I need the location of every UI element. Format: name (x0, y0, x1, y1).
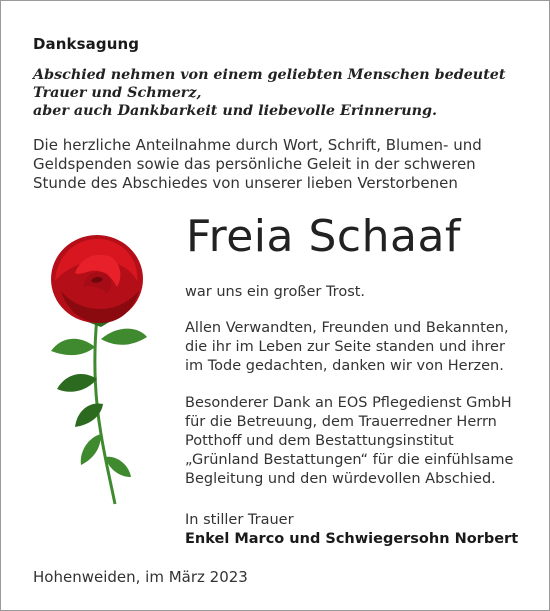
signers: Enkel Marco und Schwiegersohn Norbert (185, 531, 519, 547)
condolence-paragraph (33, 136, 533, 193)
trost-line: war uns ein großer Trost. (185, 284, 366, 300)
rose-leaf (51, 339, 95, 355)
special-thanks-line: Besonderer Dank an EOS Pflegedienst GmbH (185, 395, 512, 411)
deceased-name: Freia Schaaf (186, 211, 461, 262)
signature-block (185, 511, 530, 549)
special-thanks-line: für die Betreuung, dem Trauerredner Herrn (185, 414, 497, 430)
rose-leaf (81, 434, 101, 465)
place-date: Hohenweiden, im März 2023 (33, 568, 248, 586)
special-thanks-line: Begleitung und den würdevollen Abschied. (185, 471, 496, 487)
thanks-paragraph (185, 319, 530, 376)
thanks-line: Allen Verwandten, Freunden und Bekannten, (185, 320, 509, 336)
paragraph-line: Geldspenden sowie das persönliche Geleit in der schweren (33, 155, 476, 173)
special-thanks-paragraph (185, 394, 530, 489)
thanks-line: die ihr im Leben zur Seite standen und ihrer (185, 339, 505, 355)
paragraph-line: Stunde des Abschiedes von unserer lieben Verstorbenen (33, 174, 458, 192)
intro-line: aber auch Dankbarkeit und liebevolle Erinnerung. (33, 103, 438, 119)
mourning-label: In stiller Trauer (185, 512, 294, 528)
intro-line: Trauer und Schmerz, (33, 85, 202, 101)
rose-image (31, 229, 176, 507)
special-thanks-line: Potthoff und dem Bestattungsinstitut (185, 433, 454, 449)
intro-line: Abschied nehmen von einem geliebten Menschen bedeutet (33, 67, 506, 83)
thanks-line: im Tode gedachten, danken wir von Herzen. (185, 358, 504, 374)
rose-leaf (101, 329, 147, 345)
intro-quote (33, 66, 533, 120)
paragraph-line: Die herzliche Anteilnahme durch Wort, Schrift, Blumen- und (33, 136, 482, 154)
notice-heading: Danksagung (33, 35, 140, 53)
special-thanks-line: „Grünland Bestattungen“ für die einfühlsame (185, 452, 514, 468)
rose-leaf (57, 374, 97, 392)
